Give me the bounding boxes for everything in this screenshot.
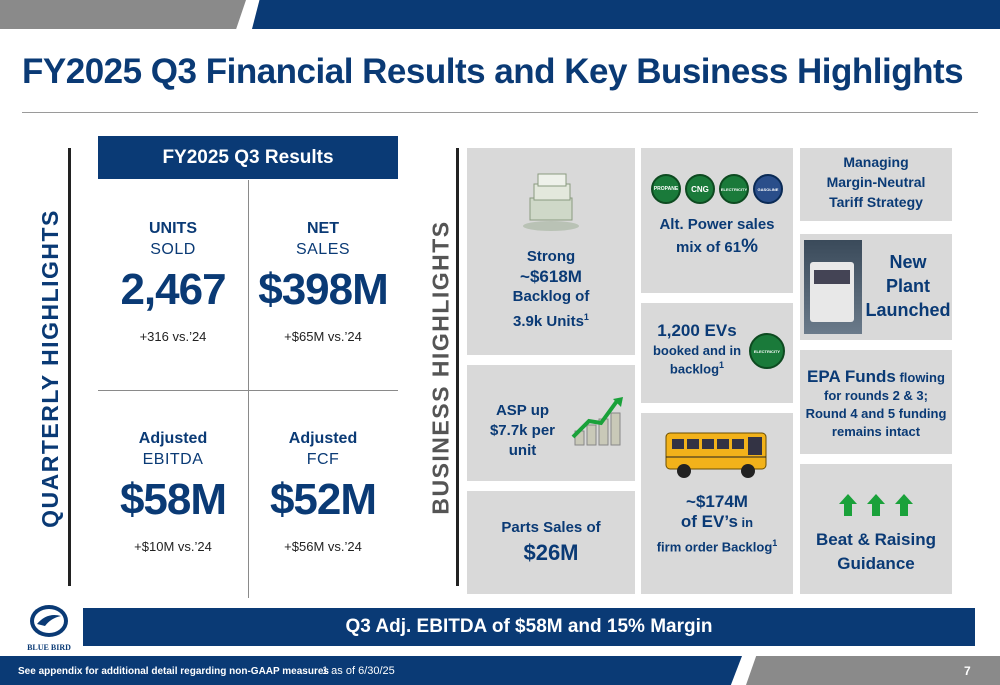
- units-value: 2,467: [120, 265, 226, 314]
- cng-badge: CNG: [685, 174, 715, 204]
- backlog-of: Backlog of: [512, 288, 590, 305]
- evs-backlog: backlog: [669, 361, 720, 377]
- evs-booked-box: [641, 303, 793, 403]
- plant-launched: Launched: [865, 300, 951, 320]
- blue-bird-emblem-icon: [29, 604, 69, 638]
- sales-label: SALES: [295, 241, 351, 258]
- fcf-cell: [248, 430, 398, 554]
- plant-photo: [804, 240, 862, 334]
- footnote-non-gaap: See appendix for additional detail regarding non-GAAP measures: [18, 666, 329, 677]
- propane-badge: PROPANE: [651, 174, 681, 204]
- top-navy-bar: [252, 0, 1000, 29]
- logo-text: BLUE BIRD: [27, 643, 71, 652]
- alt-power-box: [641, 148, 793, 293]
- school-bus-icon: [662, 427, 772, 483]
- alt-power-mix: mix of 61: [676, 239, 742, 256]
- net-sales-value: $398M: [258, 265, 388, 314]
- ev-firm-footnote: 1: [772, 538, 778, 548]
- ebitda-adjusted-label: Adjusted: [138, 430, 208, 447]
- asp-box: [467, 365, 635, 481]
- growth-chart-icon: [569, 393, 629, 453]
- ev-firm-of-evs: of EV’s: [680, 512, 738, 531]
- ev-firm-order-box: [641, 413, 793, 594]
- up-arrow-icon: [839, 494, 857, 516]
- new-plant-box: [800, 234, 952, 340]
- epa-funds: EPA Funds: [807, 367, 896, 386]
- ebitda-cell: [98, 430, 248, 554]
- net-sales-cell: [248, 220, 398, 344]
- footer-bar: [0, 656, 1000, 685]
- plant-plant: Plant: [885, 276, 930, 296]
- banner-text: Q3 Adj. EBITDA of $58M and 15% Margin: [345, 616, 713, 637]
- fcf-adjusted-label: Adjusted: [288, 430, 358, 447]
- units-label: UNITS: [149, 220, 197, 237]
- fcf-value: $52M: [269, 475, 377, 524]
- tariff-box: [800, 148, 952, 221]
- parts-sales-value: $26M: [523, 540, 579, 565]
- top-gray-bar: [0, 0, 246, 29]
- results-horizontal-divider: [98, 390, 398, 391]
- ebitda-banner: [83, 608, 975, 646]
- plant-new: New: [889, 252, 927, 272]
- epa-flowing: flowing: [895, 370, 945, 385]
- gasoline-badge: GASOLINE: [753, 174, 783, 204]
- asp-up: ASP up: [495, 402, 550, 419]
- up-arrow-icon: [895, 494, 913, 516]
- guidance-box: [800, 464, 952, 594]
- up-arrow-icon: [867, 494, 885, 516]
- units-sold-cell: [98, 220, 248, 344]
- alt-power-label: Alt. Power sales: [659, 216, 775, 233]
- footnote-as-of: 1 as of 6/30/25: [322, 665, 395, 677]
- ev-firm-in: in: [737, 515, 754, 530]
- parts-sales-box: [467, 491, 635, 594]
- backlog-value: ~$618M: [520, 267, 582, 286]
- ebitda-value: $58M: [119, 475, 227, 524]
- evs-booked: booked and in: [652, 343, 742, 358]
- ev-firm-backlog: firm order Backlog: [656, 539, 773, 555]
- blue-bird-logo: [18, 604, 80, 652]
- sold-label: SOLD: [150, 241, 196, 258]
- backlog-box: [467, 148, 635, 355]
- fcf-delta: +$56M vs.’24: [284, 539, 362, 554]
- epa-l2: for rounds 2 & 3;: [823, 388, 928, 403]
- page-title: FY2025 Q3 Financial Results and Key Business Highlights: [22, 52, 964, 91]
- epa-l4: remains intact: [831, 424, 921, 439]
- ebitda-delta: +$10M vs.’24: [134, 539, 212, 554]
- tariff-l3: Tariff Strategy: [829, 194, 923, 210]
- alt-power-pct: %: [741, 236, 758, 257]
- guidance-l2: Guidance: [837, 554, 915, 573]
- net-sales-delta: +$65M vs.’24: [284, 329, 362, 344]
- tariff-l1: Managing: [843, 154, 909, 170]
- business-highlights-label: BUSINESS HIGHLIGHTS: [427, 219, 454, 515]
- evs-footnote: 1: [719, 360, 725, 370]
- money-stack-icon: [516, 168, 586, 238]
- units-delta: +316 vs.’24: [139, 329, 207, 344]
- epa-l3: Round 4 and 5 funding: [805, 406, 947, 421]
- tariff-l2: Margin-Neutral: [826, 174, 926, 190]
- asp-value: $7.7k per unit: [489, 422, 556, 459]
- quarterly-highlights-label: QUARTERLY HIGHLIGHTS: [36, 208, 63, 528]
- page-number: 7: [964, 664, 971, 678]
- electricity-badge: ELECTRICITY: [719, 174, 749, 204]
- ev-firm-value: ~$174M: [686, 492, 748, 511]
- electricity-badge-large: ELECTRICITY: [749, 333, 785, 369]
- backlog-units: 3.9k Units: [513, 313, 584, 330]
- backlog-footnote: 1: [583, 312, 589, 322]
- evs-count: 1,200 EVs: [657, 321, 737, 340]
- results-header: FY2025 Q3 Results: [98, 136, 398, 179]
- backlog-strong: Strong: [526, 248, 576, 265]
- net-label: NET: [307, 220, 339, 237]
- ebitda-label: EBITDA: [142, 451, 204, 468]
- fcf-label: FCF: [306, 451, 340, 468]
- guidance-l1: Beat & Raising: [816, 530, 936, 549]
- parts-sales-label: Parts Sales of: [501, 519, 601, 536]
- epa-funds-box: [800, 350, 952, 454]
- title-rule: [22, 112, 978, 113]
